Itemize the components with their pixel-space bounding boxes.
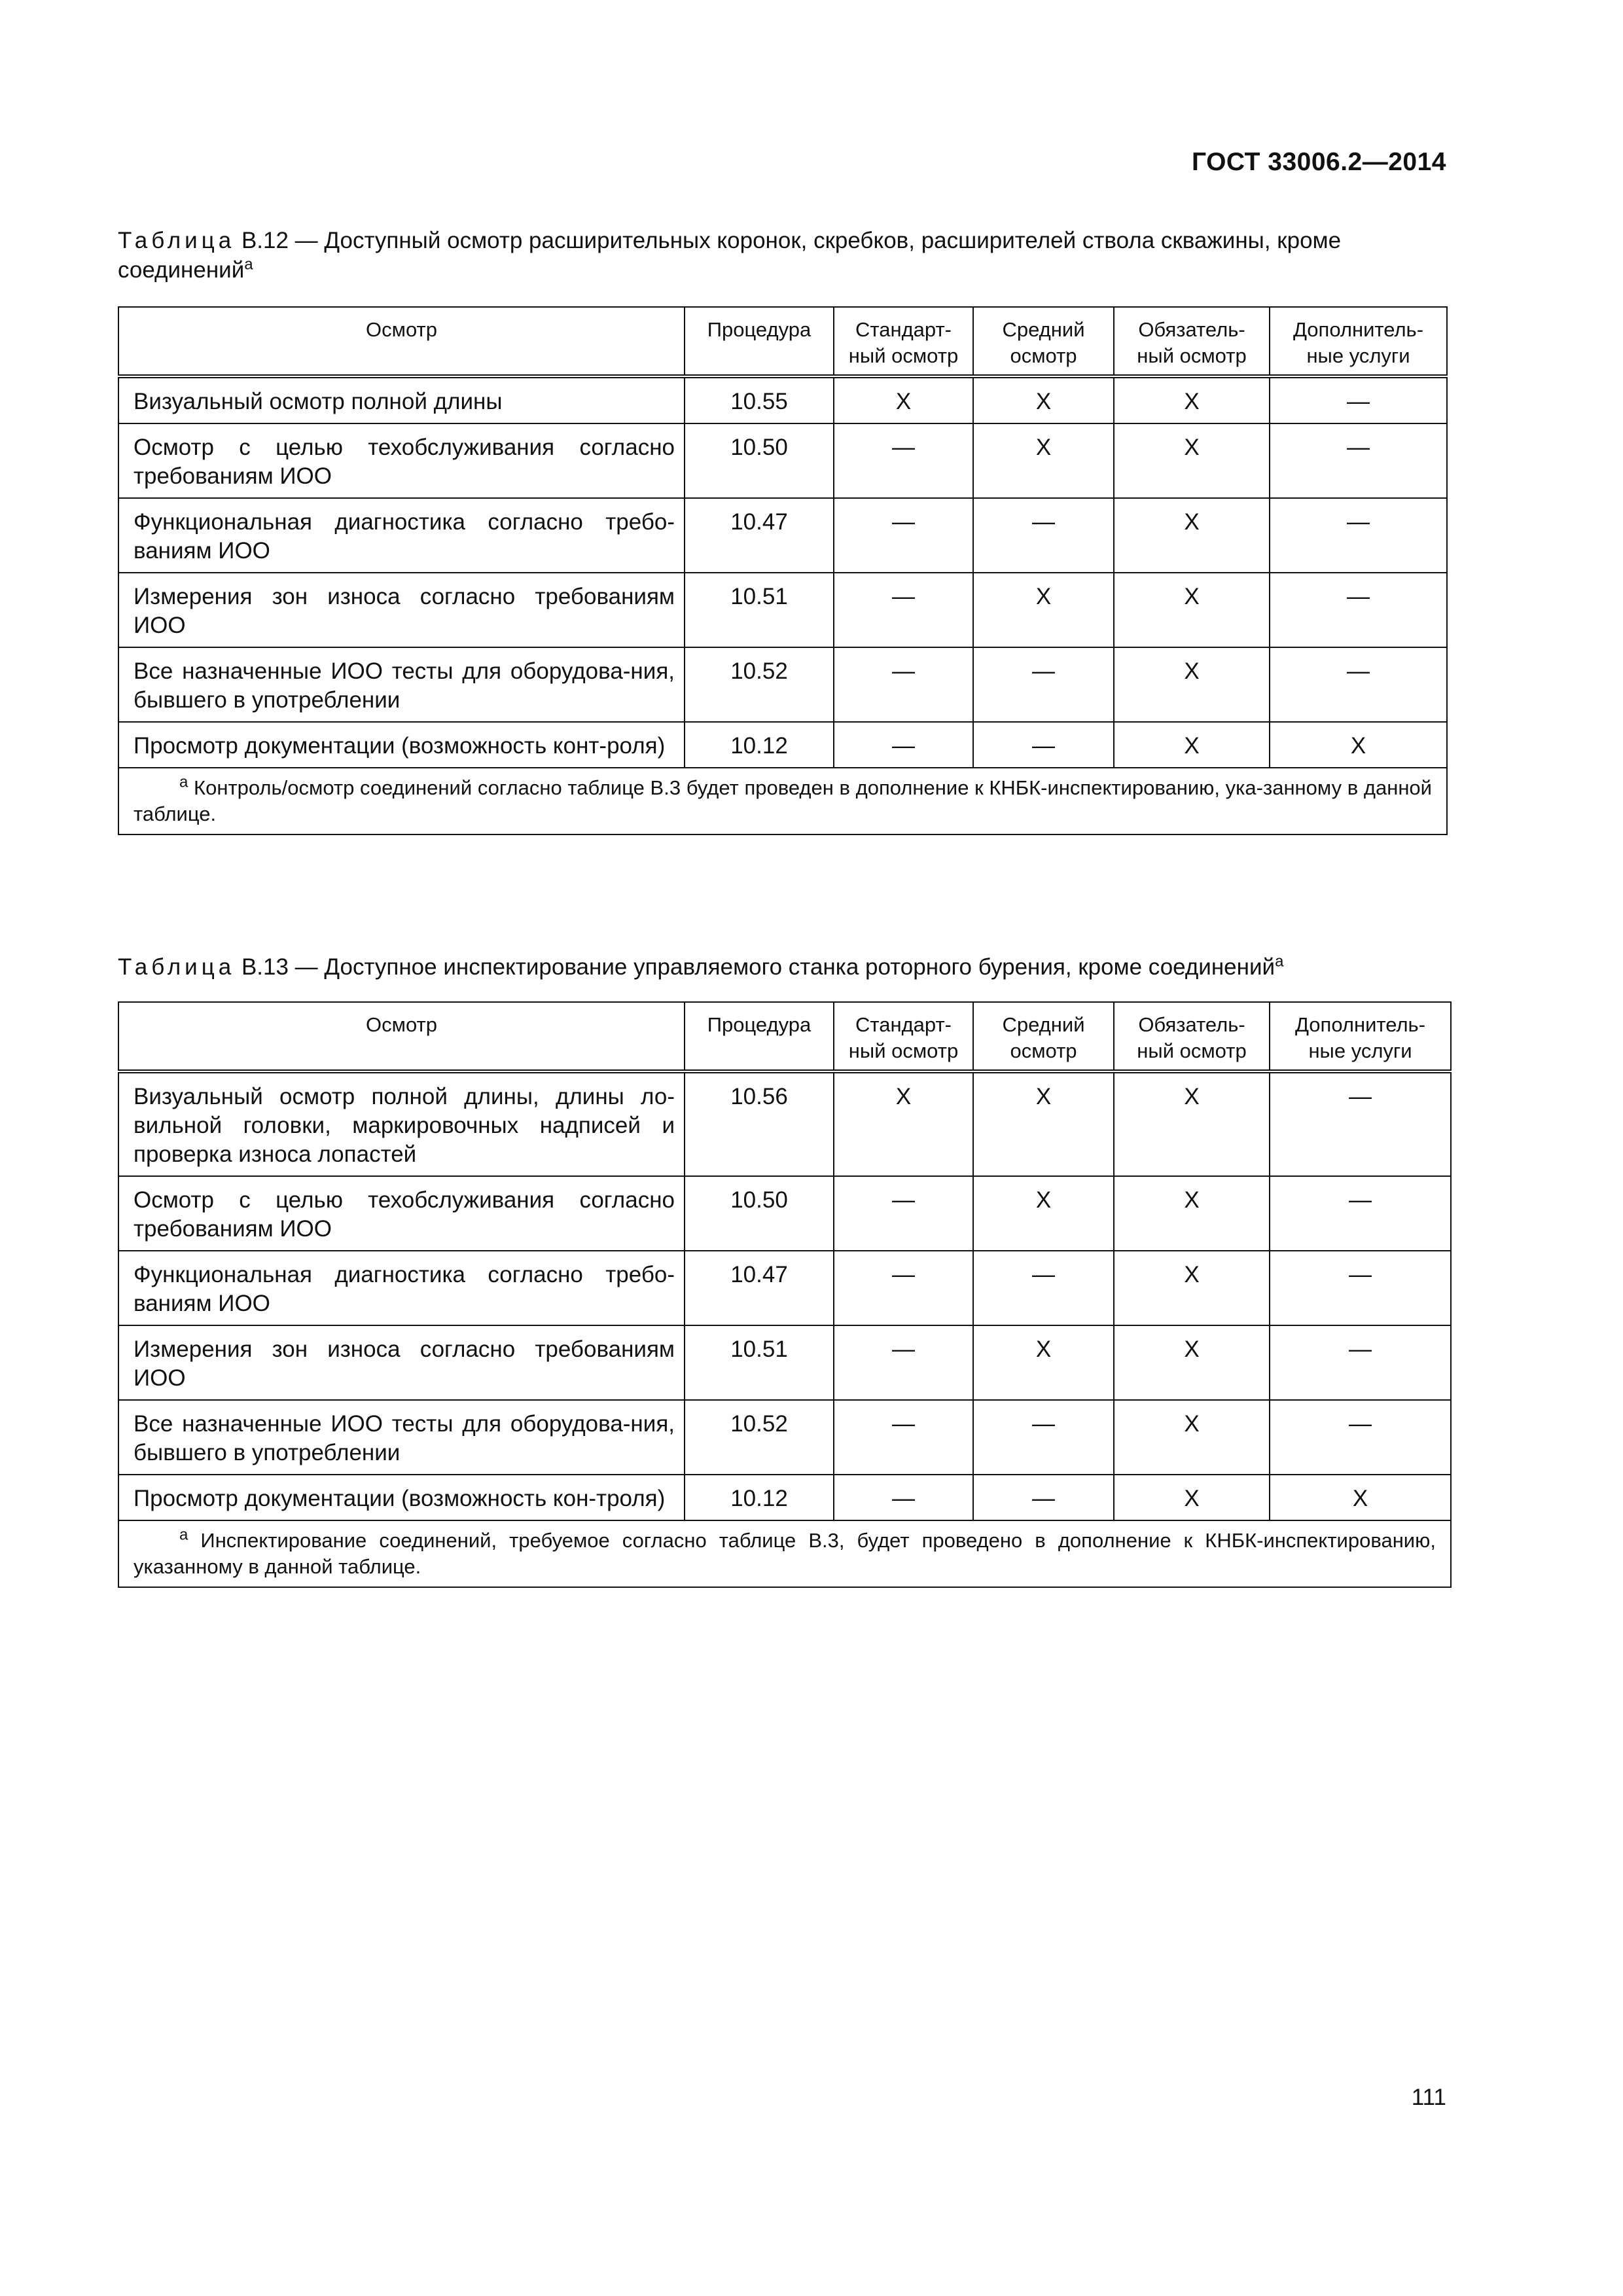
- cell-col-mandatory: X: [1114, 1071, 1270, 1176]
- cell-col-procedure: 10.51: [685, 573, 834, 647]
- cell-col-inspection: Визуальный осмотр полной длины: [118, 376, 685, 423]
- cell-col-mandatory: X: [1114, 1251, 1270, 1325]
- cell-col-additional: —: [1270, 376, 1447, 423]
- table-b13-caption-word: Таблица: [118, 954, 236, 980]
- header-col-inspection: Осмотр: [118, 1002, 685, 1071]
- cell-col-inspection: Все назначенные ИОО тесты для оборудова-ния, бывшего в употреблении: [118, 1400, 685, 1475]
- table-b13-body: [118, 1071, 1451, 1520]
- table-b13-footnote: [118, 1520, 1451, 1587]
- cell-col-standard: —: [834, 573, 973, 647]
- table-row: [118, 423, 1447, 498]
- cell-col-additional: —: [1270, 1400, 1451, 1475]
- table-row: [118, 1475, 1451, 1520]
- cell-col-mandatory: X: [1114, 722, 1270, 768]
- table-b12-footnote-mark: a: [179, 773, 188, 791]
- header-col-standard: Стандарт- ный осмотр: [834, 1002, 973, 1071]
- cell-col-standard: —: [834, 423, 973, 498]
- cell-col-medium: X: [973, 1071, 1114, 1176]
- cell-col-procedure: 10.50: [685, 423, 834, 498]
- table-b12-footnote: [118, 768, 1447, 834]
- cell-col-procedure: 10.50: [685, 1176, 834, 1251]
- cell-col-procedure: 10.47: [685, 498, 834, 573]
- table-b13-header: [118, 1002, 1451, 1071]
- header-col-procedure: Процедура: [685, 307, 834, 376]
- cell-col-additional: —: [1270, 1176, 1451, 1251]
- cell-col-standard: —: [834, 1475, 973, 1520]
- cell-col-inspection: Измерения зон износа согласно требованиям ИОО: [118, 1325, 685, 1400]
- table-b13-footnote-area: [118, 1520, 1451, 1587]
- header-col-mandatory: Обязатель- ный осмотр: [1114, 1002, 1270, 1071]
- cell-col-mandatory: X: [1114, 1176, 1270, 1251]
- cell-col-procedure: 10.51: [685, 1325, 834, 1400]
- cell-col-mandatory: X: [1114, 1475, 1270, 1520]
- cell-col-procedure: 10.55: [685, 376, 834, 423]
- table-row: [118, 573, 1447, 647]
- cell-col-inspection: Функциональная диагностика согласно требо-ваниям ИОО: [118, 498, 685, 573]
- table-b12-header: [118, 307, 1447, 376]
- table-b12-footnote-area: [118, 768, 1447, 834]
- cell-col-inspection: Просмотр документации (возможность конт-роля): [118, 722, 685, 768]
- table-b12: [118, 306, 1448, 835]
- table-b12-caption-footnote-mark: a: [244, 255, 253, 274]
- cell-col-procedure: 10.12: [685, 1475, 834, 1520]
- table-b12-body: [118, 376, 1447, 768]
- page-number: 111: [1411, 2085, 1446, 2110]
- cell-col-medium: —: [973, 647, 1114, 722]
- header-col-medium: Средний осмотр: [973, 307, 1114, 376]
- table-b13-caption-text: В.13 — Доступное инспектирование управляемого станка роторного бурения, кроме соединений: [235, 954, 1275, 980]
- cell-col-additional: —: [1270, 1251, 1451, 1325]
- cell-col-standard: —: [834, 722, 973, 768]
- header-col-standard: Стандарт- ный осмотр: [834, 307, 973, 376]
- table-row: [118, 1176, 1451, 1251]
- cell-col-standard: X: [834, 376, 973, 423]
- cell-col-inspection: Функциональная диагностика согласно требо-ваниям ИОО: [118, 1251, 685, 1325]
- cell-col-standard: —: [834, 1176, 973, 1251]
- header-col-additional: Дополнитель- ные услуги: [1270, 307, 1447, 376]
- table-row: [118, 376, 1447, 423]
- cell-col-medium: —: [973, 1251, 1114, 1325]
- cell-col-inspection: Визуальный осмотр полной длины, длины ло-вильной головки, маркировочных надписей и проверка износа лопастей: [118, 1071, 685, 1176]
- table-b12-caption: [118, 226, 1446, 285]
- table-b13: [118, 1001, 1452, 1588]
- cell-col-medium: X: [973, 573, 1114, 647]
- table-b13-footnote-mark: a: [179, 1526, 188, 1544]
- cell-col-procedure: 10.52: [685, 647, 834, 722]
- header-col-medium: Средний осмотр: [973, 1002, 1114, 1071]
- cell-col-medium: X: [973, 376, 1114, 423]
- table-row: [118, 722, 1447, 768]
- cell-col-mandatory: X: [1114, 498, 1270, 573]
- table-b13-footnote-text: Инспектирование соединений, требуемое согласно таблице В.3, будет проведено в дополнение к КНБК-инспектированию, указанному в данной таблице.: [134, 1529, 1436, 1578]
- table-row: [118, 647, 1447, 722]
- table-row: [118, 1325, 1451, 1400]
- cell-col-standard: —: [834, 498, 973, 573]
- cell-col-additional: —: [1270, 498, 1447, 573]
- table-b12-caption-text: В.12 — Доступный осмотр расширительных коронок, скребков, расширителей ствола скважины, кроме соединений: [118, 228, 1342, 283]
- cell-col-standard: —: [834, 1400, 973, 1475]
- cell-col-medium: —: [973, 722, 1114, 768]
- cell-col-standard: —: [834, 1251, 973, 1325]
- cell-col-standard: X: [834, 1071, 973, 1176]
- cell-col-medium: —: [973, 498, 1114, 573]
- table-row: [118, 1071, 1451, 1176]
- table-header-row: [118, 1002, 1451, 1071]
- header-col-additional: Дополнитель- ные услуги: [1270, 1002, 1451, 1071]
- cell-col-standard: —: [834, 647, 973, 722]
- cell-col-additional: —: [1270, 423, 1447, 498]
- table-row: [118, 498, 1447, 573]
- cell-col-procedure: 10.47: [685, 1251, 834, 1325]
- cell-col-additional: —: [1270, 647, 1447, 722]
- cell-col-medium: X: [973, 1325, 1114, 1400]
- cell-col-procedure: 10.12: [685, 722, 834, 768]
- cell-col-procedure: 10.52: [685, 1400, 834, 1475]
- cell-col-standard: —: [834, 1325, 973, 1400]
- cell-col-inspection: Просмотр документации (возможность кон-троля): [118, 1475, 685, 1520]
- cell-col-medium: —: [973, 1475, 1114, 1520]
- table-b13-caption-footnote-mark: a: [1275, 952, 1284, 971]
- cell-col-mandatory: X: [1114, 376, 1270, 423]
- cell-col-inspection: Осмотр с целью техобслуживания согласно требованиям ИОО: [118, 1176, 685, 1251]
- table-b12-footnote-text: Контроль/осмотр соединений согласно таблице В.3 будет проведен в дополнение к КНБК-инспектированию, ука-занному в данной таблице.: [134, 776, 1432, 825]
- cell-col-procedure: 10.56: [685, 1071, 834, 1176]
- cell-col-inspection: Все назначенные ИОО тесты для оборудова-ния, бывшего в употреблении: [118, 647, 685, 722]
- cell-col-inspection: Осмотр с целью техобслуживания согласно требованиям ИОО: [118, 423, 685, 498]
- cell-col-mandatory: X: [1114, 1325, 1270, 1400]
- table-b13-caption: [118, 952, 1446, 982]
- cell-col-additional: X: [1270, 722, 1447, 768]
- cell-col-additional: —: [1270, 1071, 1451, 1176]
- cell-col-mandatory: X: [1114, 647, 1270, 722]
- header-col-procedure: Процедура: [685, 1002, 834, 1071]
- cell-col-mandatory: X: [1114, 423, 1270, 498]
- cell-col-medium: X: [973, 423, 1114, 498]
- table-row: [118, 1400, 1451, 1475]
- table-b12-caption-word: Таблица: [118, 228, 236, 253]
- header-col-mandatory: Обязатель- ный осмотр: [1114, 307, 1270, 376]
- table-header-row: [118, 307, 1447, 376]
- cell-col-mandatory: X: [1114, 1400, 1270, 1475]
- cell-col-mandatory: X: [1114, 573, 1270, 647]
- cell-col-inspection: Измерения зон износа согласно требованиям ИОО: [118, 573, 685, 647]
- cell-col-medium: X: [973, 1176, 1114, 1251]
- table-row: [118, 1251, 1451, 1325]
- standard-designation: ГОСТ 33006.2—2014: [1191, 148, 1446, 176]
- cell-col-medium: —: [973, 1400, 1114, 1475]
- cell-col-additional: —: [1270, 1325, 1451, 1400]
- cell-col-additional: —: [1270, 573, 1447, 647]
- header-col-inspection: Осмотр: [118, 307, 685, 376]
- cell-col-additional: X: [1270, 1475, 1451, 1520]
